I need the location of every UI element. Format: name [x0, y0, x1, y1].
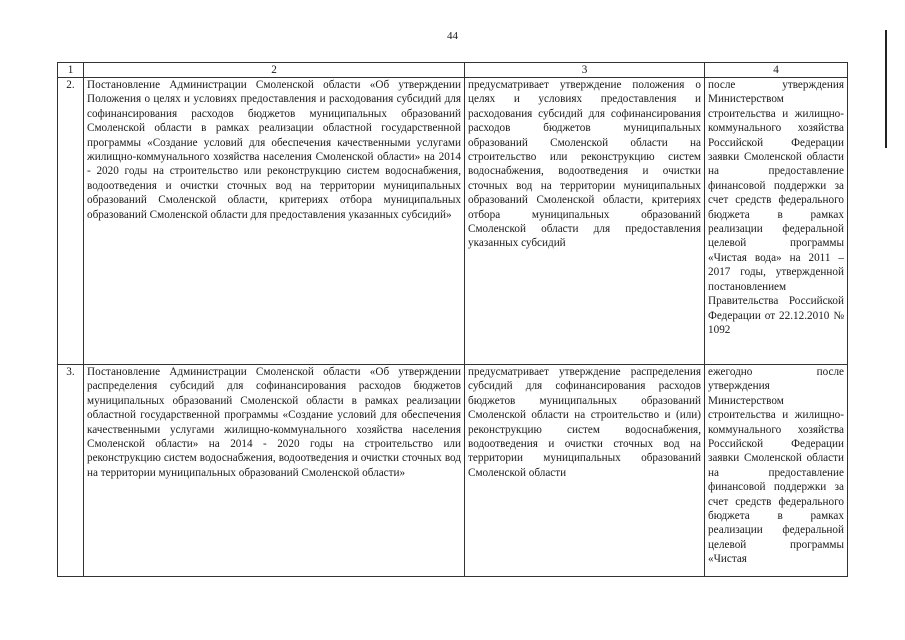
table-row: [58, 78, 848, 365]
deadline-cell: ежегодно после утверждения Министерством строительства и жилищно-коммунального хозяйства Российской Федерации заявки Смоленской области на предоставление финансовой поддержки за счет средств федерального бюджета в рамках реализации федеральной целевой программы «Чистая: [705, 365, 848, 577]
description-cell: предусматривает утверждение распределения субсидий для софинансирования расходов бюджетов муниципальных образований Смоленской области на строительство и (или) реконструкцию систем водоснабжения, водоотведения и очистки сточных вод на территории муниципальных образований Смоленской области: [465, 365, 705, 577]
table-row: [58, 365, 848, 577]
table-header-row: [58, 63, 848, 78]
row-number: 3.: [58, 365, 84, 577]
header-cell-1: 1: [58, 63, 84, 78]
header-cell-4: 4: [705, 63, 848, 78]
deadline-cell: после утверждения Министерством строительства и жилищно-коммунального хозяйства Российской Федерации заявки Смоленской области на предоставление финансовой поддержки за счет средств федерального бюджета в рамках реализации федеральной целевой программы «Чистая вода» на 2011 – 2017 годы, утвержденной постановлением Правительства Российской Федерации от 22.12.2010 № 1092: [705, 78, 848, 365]
document-title-cell: Постановление Администрации Смоленской области «Об утверждении распределения субсидий для софинансирования расходов бюджетов муниципальных образований Смоленской области в рамках реализации областной государственной программы «Создание условий для обеспечения качественными услугами жилищно-коммунального хозяйства населения Смоленской области» на 2014 - 2020 годы на строительство или реконструкцию систем водоснабжения, водоотведения и очистки сточных вод на территории муниципальных образований Смоленской области»: [84, 365, 465, 577]
row-number: 2.: [58, 78, 84, 365]
document-title-cell: Постановление Администрации Смоленской области «Об утверждении Положения о целях и условиях предоставления и расходования субсидий для софинансирования расходов бюджетов муниципальных образований Смоленской области в рамках реализации областной государственной программы «Создание условий для обеспечения качественными услугами жилищно-коммунального хозяйства населения Смоленской области» на 2014 - 2020 годы на строительство или реконструкцию систем водоснабжения, водоотведения и очистки сточных вод на территории муниципальных образований Смоленской области, критериях отбора муниципальных образований Смоленской области для предоставления указанных субсидий»: [84, 78, 465, 365]
header-cell-2: 2: [84, 63, 465, 78]
margin-rule: [885, 30, 887, 148]
page-number: 44: [447, 30, 458, 42]
header-cell-3: 3: [465, 63, 705, 78]
description-cell: предусматривает утверждение положения о целях и условиях предоставления и расходования субсидий для софинансирования расходов бюджетов муниципальных образований Смоленской области на строительство или реконструкцию систем водоснабжения, водоотведения и очистки сточных вод на территории муниципальных образований Смоленской области, критериях отбора муниципальных образований Смоленской области для предоставления указанных субсидий: [465, 78, 705, 365]
regulations-table: [57, 62, 848, 577]
